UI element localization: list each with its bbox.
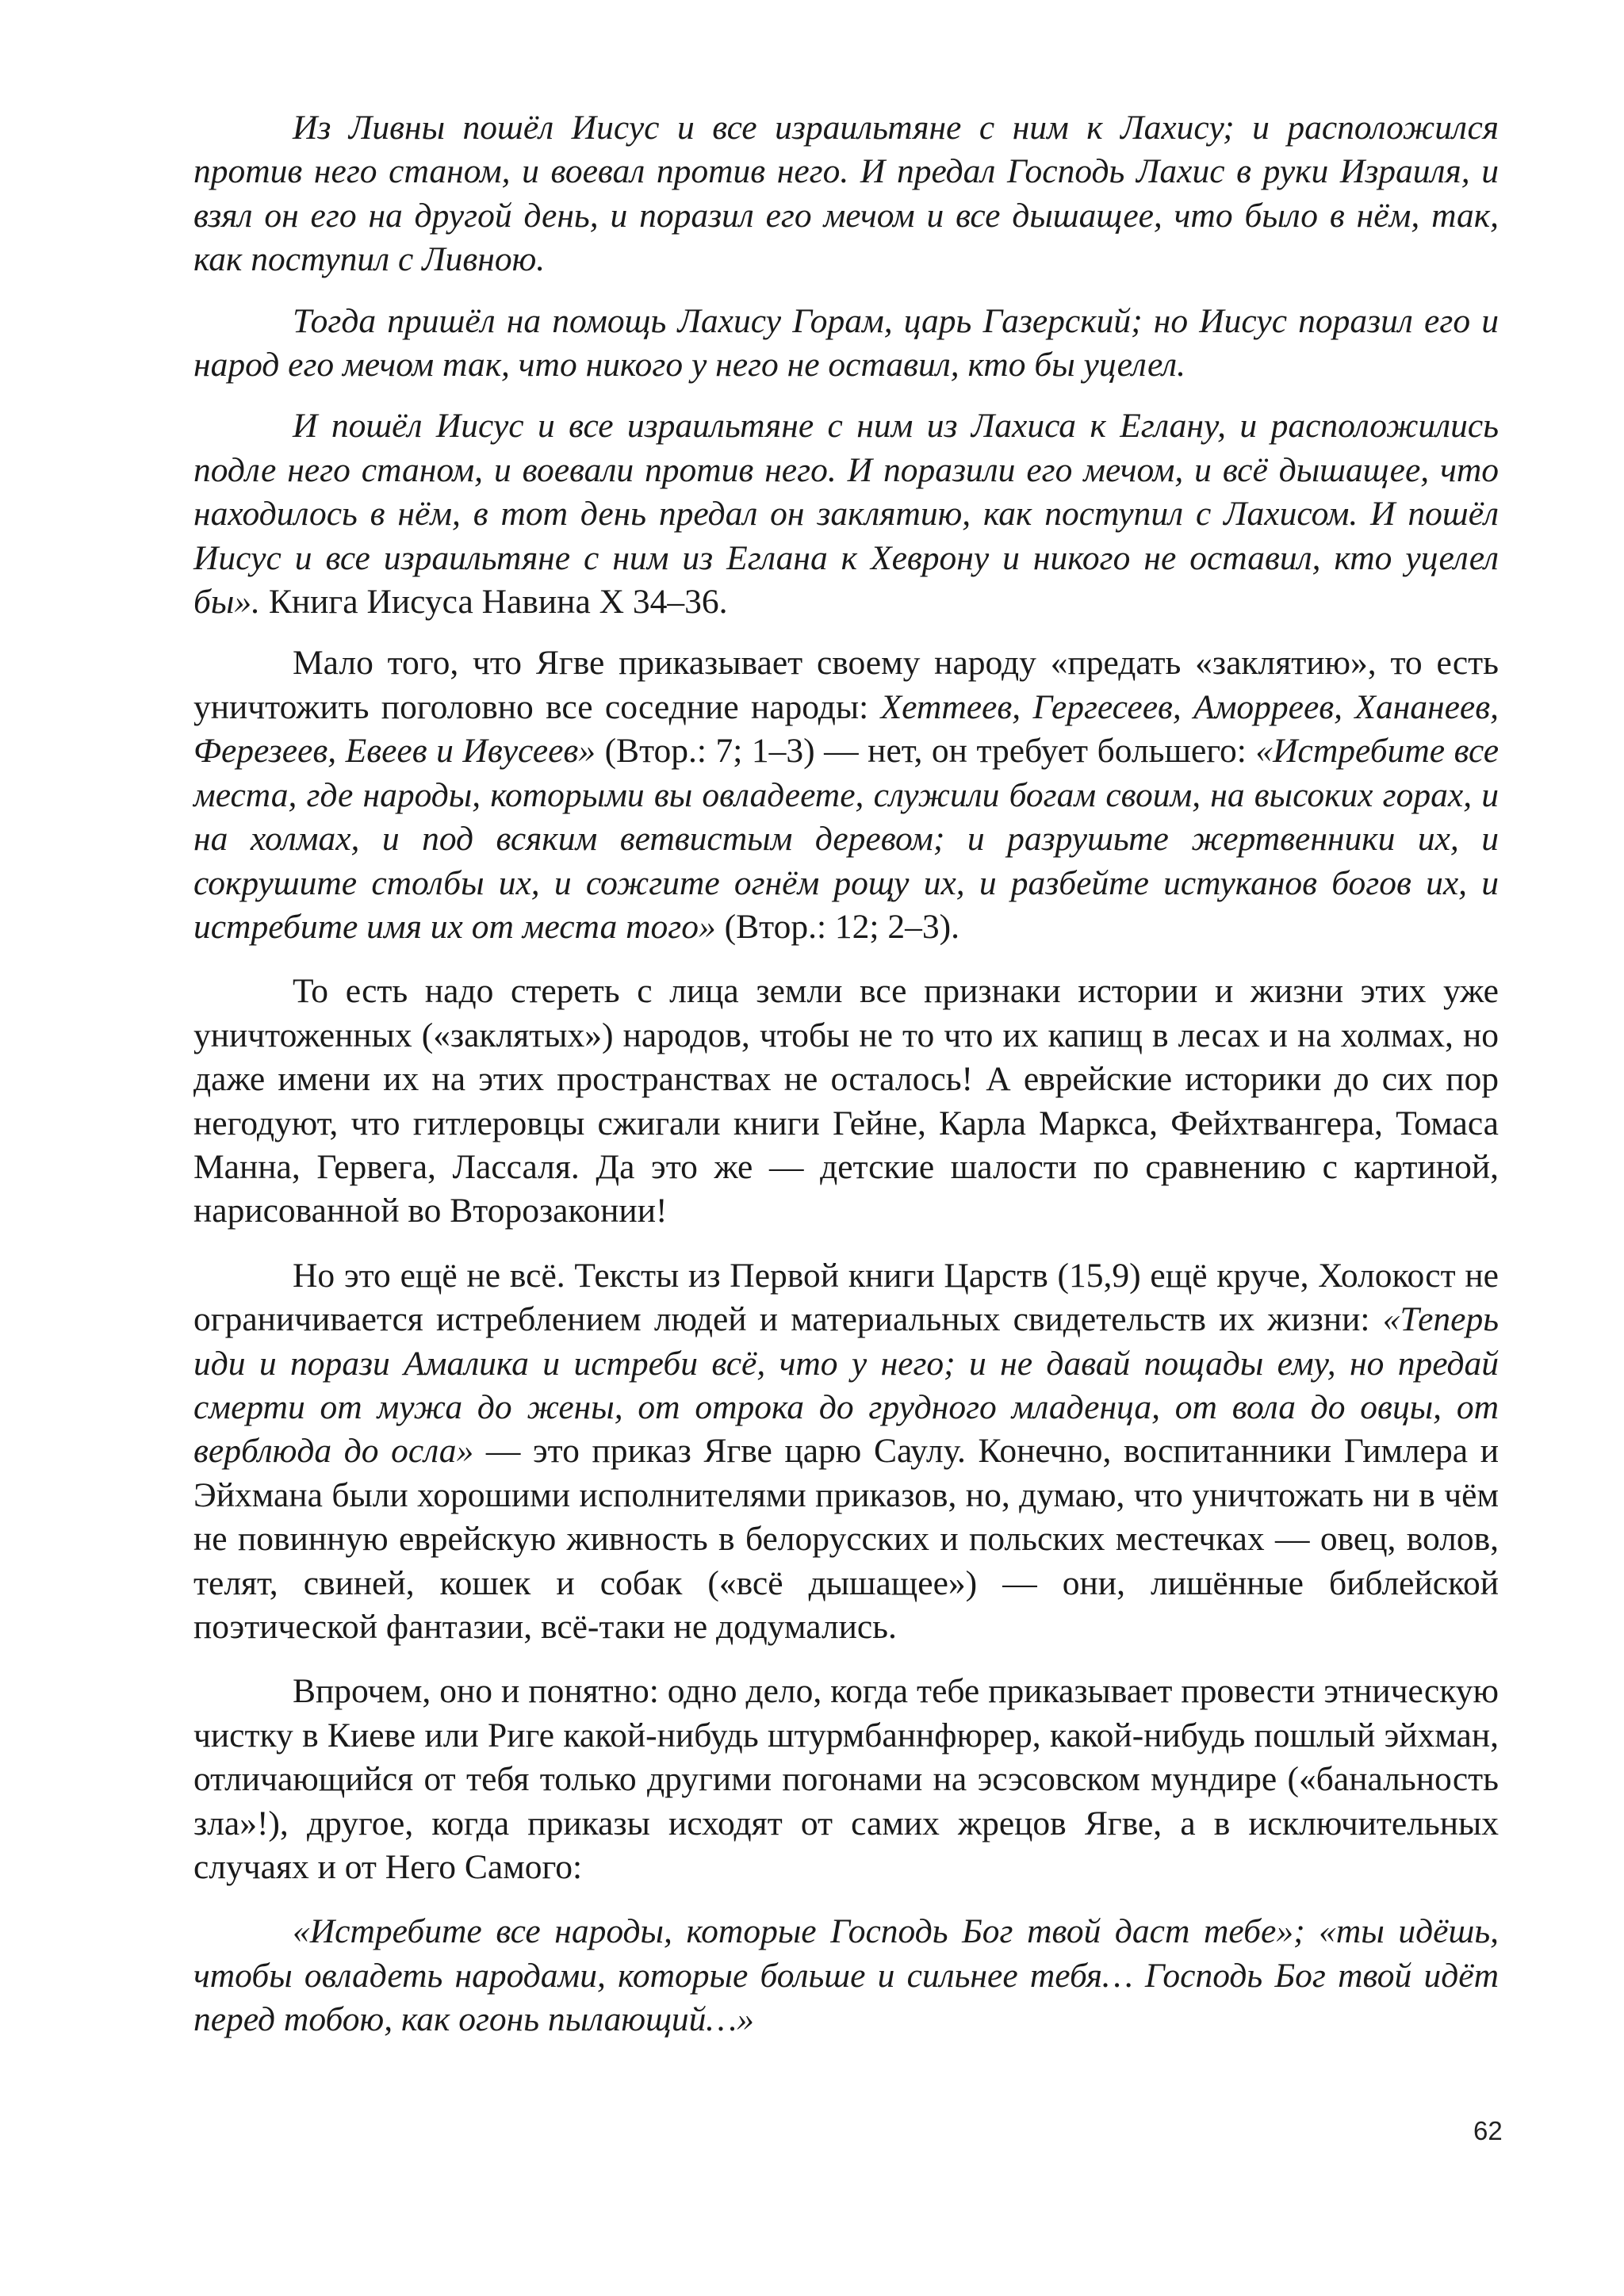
body-text: Мало того, что Ягве приказывает своему народу «предать «заклятию», то есть уничтожить поголовно все соседние народы: xyxy=(193,644,1499,726)
paragraph-2 xyxy=(193,300,1499,388)
paragraph-1 xyxy=(193,106,1499,282)
citation-text: Книга Иисуса Навина X 34–36. xyxy=(259,583,728,622)
body-text: — это приказ Ягве царю Саулу. Конечно, воспитанники Гимлера и Эйхмана были хорошими исполнителями приказов, но, думаю, что уничтожать ни в чём не повинную еврейскую живность в белорусских и польских местечках — овец, волов, телят, свиней, кошек и собак («всё дышащее») — они, лишённые библейской поэтической фантазии, всё-таки не додумались. xyxy=(193,1432,1499,1646)
page-number: 62 xyxy=(1473,2116,1503,2145)
paragraph-4 xyxy=(193,641,1499,949)
paragraph-3 xyxy=(193,404,1499,624)
paragraph-5 xyxy=(193,970,1499,1233)
quote-text: Из Ливны пошёл Иисус и все израильтяне с ним к Лахису; и расположился против него станом, и воевал против него. И предал Господь Лахис в руки Израиля, и взял он его на другой день, и поразил его мечом и все дышащее, что было в нём, так, как поступил с Ливною. xyxy=(193,109,1499,279)
paragraph-7 xyxy=(193,1670,1499,1889)
body-text: (Втор.: 7; 1–3) — нет, он требует большего: xyxy=(596,732,1256,771)
paragraph-6 xyxy=(193,1254,1499,1650)
quote-text: «Теперь иди и порази Амалика и истреби всё, что у него; и не давай пощады ему, но предай смерти от мужа до жены, от отрока до грудного младенца, от вола до овцы, от верблюда до осла» xyxy=(193,1300,1499,1471)
quote-text: Хеттеев, Гергесеев, Аморреев, Хананеев, Ферезеев, Евеев и Ивусеев» xyxy=(193,687,1499,771)
quote-text: И пошёл Иисус и все израильтяне с ним из Лахиса к Еглану, и расположились подле него станом, и воевали против него. И поразили его мечом, и всё дышащее, что находилось в нём, в тот день предал он заклятию, как поступил с Лахисом. И пошёл Иисус и все израильтяне с ним из Еглана к Хеврону и никого не оставил, кто уцелел бы». xyxy=(193,407,1499,622)
body-text: Но это ещё не всё. Тексты из Первой книги Царств (15,9) ещё круче, Холокост не ограничивается истреблением людей и материальных свидетельств их жизни: xyxy=(193,1256,1499,1339)
quote-text: «Истребите все места, где народы, которыми вы овладеете, служили богам своим, на высоких горах, и на холмах, и под всяким ветвистым деревом; и разрушьте жертвенники их, и сокрушите столбы их, и сожгите огнём рощу их, и разбейте истуканов богов их, и истребите имя их от места того» xyxy=(193,732,1499,946)
paragraph-8 xyxy=(193,1910,1499,2042)
quote-text: «Истребите все народы, которые Господь Бог твой даст тебе»; «ты идёшь, чтобы овладеть народами, которые больше и сильнее тебя… Господь Бог твой идёт перед тобою, как огонь пылающий…» xyxy=(193,1912,1499,2039)
document-page xyxy=(193,106,1499,2063)
body-text: Впрочем, оно и понятно: одно дело, когда тебе приказывает провести этническую чистку в Киеве или Риге какой-нибудь штурмбаннфюрер, какой-нибудь пошлый эйхман, отличающийся от тебя только другими погонами на эсэсовском мундире («банальность зла»!), другое, когда приказы исходят от самих жрецов Ягве, а в исключительных случаях и от Него Самого: xyxy=(193,1672,1499,1887)
quote-text: Тогда пришёл на помощь Лахису Горам, царь Газерский; но Иисус поразил его и народ его мечом так, что никого у него не оставил, кто бы уцелел. xyxy=(193,301,1499,385)
citation-text: (Втор.: 12; 2–3). xyxy=(715,907,959,946)
body-text: То есть надо стереть с лица земли все признаки истории и жизни этих уже уничтоженных («заклятых») народов, чтобы не то что их капищ в лесах и на холмах, но даже имени их на этих пространствах не осталось! А еврейские историки до сих пор негодуют, что гитлеровцы сжигали книги Гейне, Карла Маркса, Фейхтвангера, Томаса Манна, Гервега, Лассаля. Да это же — детские шалости по сравнению с картиной, нарисованной во Второзаконии! xyxy=(193,972,1499,1230)
